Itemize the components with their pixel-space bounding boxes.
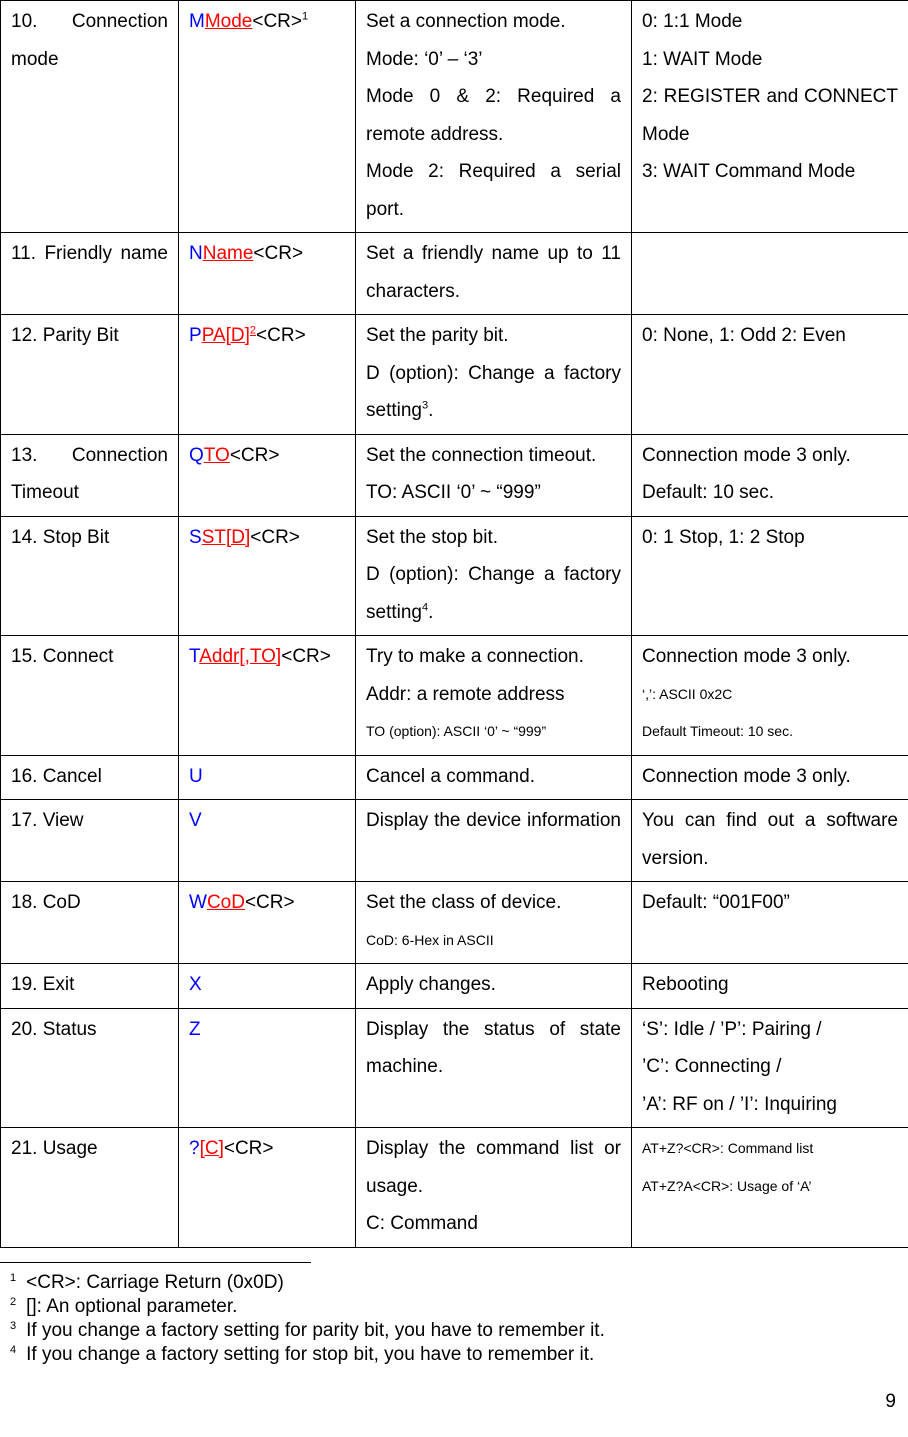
row-note xyxy=(632,315,908,435)
row-command xyxy=(179,434,356,516)
row-description xyxy=(356,516,632,636)
desc-line: Set the class of device. xyxy=(366,892,562,913)
row-description xyxy=(356,882,632,964)
command-param: [C] xyxy=(199,1138,224,1159)
command-letter: T xyxy=(189,646,200,667)
table-row xyxy=(1,516,908,636)
row-note: Rebooting xyxy=(632,964,908,1009)
command-param: Addr[,TO] xyxy=(199,646,282,667)
desc-line: Set the parity bit. xyxy=(366,325,509,346)
row-name: 21. Usage xyxy=(1,1128,179,1248)
desc-line: D (option): Change a factory setting$^3$. xyxy=(366,362,621,421)
note-line: 2: REGISTER and CONNECT Mode xyxy=(642,86,898,145)
row-note xyxy=(632,233,908,315)
command-suffix: <CR> xyxy=(256,325,306,346)
command-letter: Z xyxy=(189,1018,201,1040)
command-letter: M xyxy=(189,11,205,32)
command-suffix: <CR> xyxy=(229,444,280,466)
command-letter: X xyxy=(189,974,202,995)
row-command xyxy=(179,755,356,800)
table-row xyxy=(1,964,908,1009)
footnote xyxy=(10,1272,284,1294)
row-command xyxy=(179,964,356,1009)
row-name: 16. Cancel xyxy=(1,755,179,800)
footnote-number: 2 xyxy=(10,1295,17,1308)
row-description xyxy=(356,636,632,756)
note-line: Default: 10 sec. xyxy=(642,482,775,503)
row-command xyxy=(179,233,356,315)
desc-line: D (option): Change a factory setting$^4$. xyxy=(366,564,621,623)
desc-line: Mode: ‘0’ – ‘3’ xyxy=(366,48,483,70)
table-row xyxy=(1,315,908,435)
row-name: 18. CoD xyxy=(1,882,179,964)
note-line: Default Timeout: 10 sec. xyxy=(642,723,793,739)
note-line: 3: WAIT Command Mode xyxy=(642,161,856,182)
command-suffix: <CR> xyxy=(223,1138,274,1159)
row-note xyxy=(632,1,908,233)
row-description xyxy=(356,1128,632,1248)
desc-line: CoD: 6-Hex in ASCII xyxy=(366,931,494,948)
command-param: Mode xyxy=(204,11,253,32)
row-name: 14. Stop Bit xyxy=(1,516,179,636)
row-command xyxy=(179,800,356,882)
row-note: Default: “001F00” xyxy=(632,882,908,964)
row-description xyxy=(356,1,632,233)
command-letter: W xyxy=(189,892,207,913)
row-name: 13. Connection Timeout xyxy=(1,434,179,516)
note-line: 0: 1:1 Mode xyxy=(642,11,743,32)
command-suffix: <CR> xyxy=(250,526,300,548)
footnote xyxy=(10,1296,237,1318)
command-letter: N xyxy=(189,243,203,264)
row-description xyxy=(356,315,632,435)
note-line: Connection mode 3 only. xyxy=(642,444,851,466)
table-row xyxy=(1,1008,908,1128)
footnote-ref: 4 xyxy=(421,601,429,614)
footnote-number: 4 xyxy=(10,1343,17,1356)
desc-line: Set the connection timeout. xyxy=(366,444,597,466)
row-description: Apply changes. xyxy=(356,964,632,1009)
row-description: Display the status of state machine. xyxy=(356,1008,632,1128)
table-row xyxy=(1,434,908,516)
footnote-ref: 1 xyxy=(302,10,309,23)
note-line: ’C’: Connecting / xyxy=(642,1056,782,1077)
command-param: CoD xyxy=(206,892,245,913)
command-letter: V xyxy=(189,810,202,831)
desc-line: Try to make a connection. xyxy=(366,646,584,667)
page-number: 9 xyxy=(885,1391,896,1412)
desc-line: Addr: a remote address xyxy=(366,683,565,705)
row-note xyxy=(632,434,908,516)
table-row xyxy=(1,800,908,882)
row-note xyxy=(632,1008,908,1128)
desc-line: TO (option): ASCII ‘0’ ~ “999” xyxy=(366,723,547,739)
row-name: 10. Connection mode xyxy=(1,1,179,233)
command-param: ST[D] xyxy=(201,526,251,548)
desc-line: TO: ASCII ‘0’ ~ “999” xyxy=(366,482,541,503)
row-note: You can find out a software version. xyxy=(632,800,908,882)
note-line: AT+Z?<CR>: Command list xyxy=(642,1140,814,1156)
footnote-text: <CR>: Carriage Return (0x0D) xyxy=(26,1272,284,1293)
desc-line: Mode 0 & 2: Required a remote address. xyxy=(366,86,621,145)
desc-text: D (option): Change a factory setting xyxy=(366,564,621,623)
row-command xyxy=(179,1008,356,1128)
row-description: Display the device information xyxy=(356,800,632,882)
note-line: 0: None, 1: Odd 2: Even xyxy=(642,325,846,346)
table-row xyxy=(1,1,908,233)
row-command xyxy=(179,636,356,756)
desc-line: Mode 2: Required a serial port. xyxy=(366,161,621,220)
table-row xyxy=(1,1128,908,1248)
row-name: 20. Status xyxy=(1,1008,179,1128)
footnote-separator xyxy=(0,1262,311,1263)
desc-line: Display the command list or usage. xyxy=(366,1138,621,1197)
table-row xyxy=(1,882,908,964)
row-command xyxy=(179,1128,356,1248)
desc-line: Set the stop bit. xyxy=(366,526,499,548)
row-name: 15. Connect xyxy=(1,636,179,756)
row-command xyxy=(179,315,356,435)
row-description xyxy=(356,434,632,516)
row-command xyxy=(179,516,356,636)
command-suffix: <CR> xyxy=(252,11,302,32)
footnote-text: If you change a factory setting for parity bit, you have to remember it. xyxy=(26,1320,605,1341)
note-line: Connection mode 3 only. xyxy=(642,646,851,667)
desc-text: D (option): Change a factory setting xyxy=(366,362,621,421)
command-letter: Q xyxy=(189,444,204,466)
table-row xyxy=(1,233,908,315)
row-name: 11. Friendly name xyxy=(1,233,179,315)
row-name: 17. View xyxy=(1,800,179,882)
command-letter: U xyxy=(189,765,203,787)
command-param: Name xyxy=(202,243,254,264)
row-note xyxy=(632,1128,908,1248)
footnote-number: 1 xyxy=(10,1271,17,1284)
command-letter: S xyxy=(189,526,202,548)
footnote xyxy=(10,1344,594,1366)
command-suffix: <CR> xyxy=(281,646,331,667)
command-param: TO xyxy=(203,444,230,466)
footnote xyxy=(10,1320,605,1342)
command-param: PA[D] xyxy=(201,325,250,346)
footnote-text: If you change a factory setting for stop bit, you have to remember it. xyxy=(26,1344,595,1365)
row-note xyxy=(632,516,908,636)
command-suffix: <CR> xyxy=(253,243,304,264)
command-letter: ? xyxy=(189,1138,200,1159)
note-line: ‘S’: Idle / ’P’: Pairing / xyxy=(642,1018,822,1040)
row-description: Cancel a command. xyxy=(356,755,632,800)
row-note xyxy=(632,636,908,756)
note-line: 0: 1 Stop, 1: 2 Stop xyxy=(642,526,805,548)
footnote-ref: 3 xyxy=(421,399,429,412)
footnote-number: 3 xyxy=(10,1319,17,1332)
row-description: Set a friendly name up to 11 characters. xyxy=(356,233,632,315)
command-letter: P xyxy=(189,325,202,346)
note-line: 1: WAIT Mode xyxy=(642,48,763,70)
footnote-ref: 2 xyxy=(249,324,257,337)
note-line: ‘,’: ASCII 0x2C xyxy=(642,685,733,702)
table-row xyxy=(1,636,908,756)
row-name: 19. Exit xyxy=(1,964,179,1009)
note-line: ’A’: RF on / ’I’: Inquiring xyxy=(642,1093,838,1115)
desc-line: Set a connection mode. xyxy=(366,11,566,32)
row-note: Connection mode 3 only. xyxy=(632,755,908,800)
row-command xyxy=(179,882,356,964)
footnote-text: []: An optional parameter. xyxy=(26,1296,238,1317)
row-name: 12. Parity Bit xyxy=(1,315,179,435)
note-line: AT+Z?A<CR>: Usage of ‘A’ xyxy=(642,1177,812,1194)
row-command xyxy=(179,1,356,233)
command-suffix: <CR> xyxy=(244,892,295,913)
table-row xyxy=(1,755,908,800)
desc-line: C: Command xyxy=(366,1213,478,1234)
